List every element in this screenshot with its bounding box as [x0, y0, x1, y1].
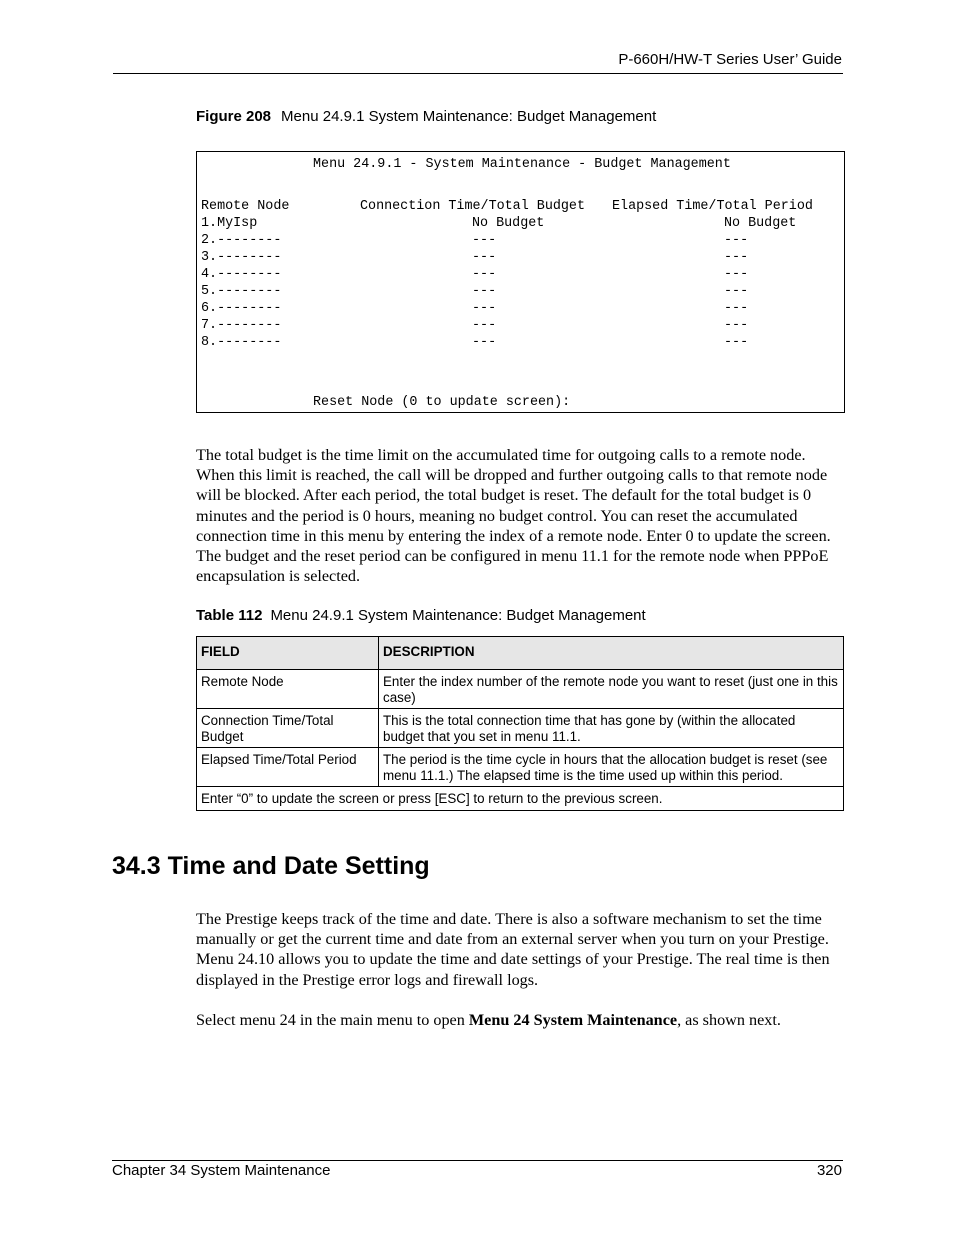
- select-menu-prefix: Select menu 24 in the main menu to open: [196, 1011, 469, 1029]
- table-row: [197, 709, 844, 748]
- menu-24-reference: Menu 24 System Maintenance: [468, 1011, 678, 1029]
- select-menu-suffix: , as shown next.: [677, 1011, 781, 1029]
- figure-caption: [196, 108, 656, 125]
- screen-row-node: 7.--------: [201, 318, 282, 333]
- screen-row-node: 4.--------: [201, 267, 282, 282]
- description-header: DESCRIPTION: [379, 637, 844, 670]
- screen-prompt: Reset Node (0 to update screen):: [313, 395, 571, 410]
- budget-explanation-paragraph: The total budget is the time limit on the accumulated time for outgoing calls to a remote node. When this limit is reached, the call will be dropped and further outgoing calls to that remote node will be blocked. After each period, the total budget is reset. The default for the total budget is 0 minutes and the period is 0 hours, meaning no budget control. You can reset the accumulated connection time in this menu by entering the index of a remote node. Enter 0 to update the screen. The budget and the reset period can be configured in menu 11.1 for the remote node when PPPoE encapsulation is selected.: [196, 446, 831, 586]
- header-divider: [113, 73, 843, 74]
- section-heading: 34.3 Time and Date Setting: [112, 852, 430, 880]
- field-cell: Connection Time/Total Budget: [197, 709, 379, 748]
- screen-row-elapsed: ---: [724, 233, 749, 248]
- table-label: Table 112: [196, 607, 263, 624]
- screen-row-elapsed: No Budget: [724, 216, 797, 231]
- screen-row-elapsed: ---: [724, 250, 749, 265]
- table-header-row: [197, 637, 844, 670]
- figure-label: Figure 208: [196, 108, 272, 125]
- description-cell: This is the total connection time that has gone by (within the allocated budget that you set in menu 11.1.: [379, 709, 844, 748]
- screen-row-elapsed: ---: [724, 301, 749, 316]
- field-cell: Elapsed Time/Total Period: [197, 748, 379, 787]
- screen-row-connection: ---: [472, 318, 497, 333]
- footer-divider: [112, 1160, 843, 1161]
- screen-row-node: 2.--------: [201, 233, 282, 248]
- table-caption-text: Menu 24.9.1 System Maintenance: Budget Management: [270, 607, 646, 624]
- screen-row-connection: ---: [472, 250, 497, 265]
- screen-row-elapsed: ---: [724, 318, 749, 333]
- screen-row-connection: ---: [472, 284, 497, 299]
- table-row: [197, 670, 844, 709]
- table-footer-row: [197, 787, 844, 811]
- table-footer-note: Enter “0” to update the screen or press [ESC] to return to the previous screen.: [197, 787, 844, 811]
- description-cell: Enter the index number of the remote node you want to reset (just one in this case): [379, 670, 844, 709]
- screen-row-elapsed: ---: [724, 335, 749, 350]
- screen-row-connection: ---: [472, 335, 497, 350]
- table-caption: [196, 607, 646, 624]
- select-menu-paragraph: [196, 1010, 846, 1030]
- screen-row-connection: ---: [472, 301, 497, 316]
- screen-row-elapsed: ---: [724, 284, 749, 299]
- field-cell: Remote Node: [197, 670, 379, 709]
- field-header: FIELD: [197, 637, 379, 670]
- screen-row-connection: ---: [472, 267, 497, 282]
- screen-row-node: 5.--------: [201, 284, 282, 299]
- screen-col-elapsed: Elapsed Time/Total Period: [612, 199, 813, 214]
- screen-row-node: 6.--------: [201, 301, 282, 316]
- screen-row-connection: No Budget: [472, 216, 545, 231]
- screen-row-elapsed: ---: [724, 267, 749, 282]
- screen-title: Menu 24.9.1 - System Maintenance - Budget Management: [313, 157, 731, 172]
- description-cell: The period is the time cycle in hours that the allocation budget is reset (see menu 11.1.) The elapsed time is the time used up within this period.: [379, 748, 844, 787]
- time-date-paragraph: The Prestige keeps track of the time and date. There is also a software mechanism to set the time manually or get the current time and date from an external server when you turn on your Prestige. Menu 24.10 allows you to update the time and date settings of your Prestige. The real time is then displayed in the Prestige error logs and firewall logs.: [196, 910, 830, 989]
- screen-row-node: 1.MyIsp: [201, 216, 258, 231]
- guide-title: P-660H/HW-T Series User’ Guide: [618, 51, 842, 68]
- chapter-footer: Chapter 34 System Maintenance: [112, 1162, 331, 1179]
- menu-screen: [196, 151, 845, 413]
- figure-caption-text: Menu 24.9.1 System Maintenance: Budget Management: [281, 108, 657, 125]
- field-description-table: [196, 636, 844, 811]
- screen-row-node: 8.--------: [201, 335, 282, 350]
- page-number: 320: [816, 1162, 842, 1179]
- screen-col-remote-node: Remote Node: [201, 199, 290, 214]
- screen-row-node: 3.--------: [201, 250, 282, 265]
- screen-col-connection: Connection Time/Total Budget: [360, 199, 585, 214]
- table-row: [197, 748, 844, 787]
- screen-row-connection: ---: [472, 233, 497, 248]
